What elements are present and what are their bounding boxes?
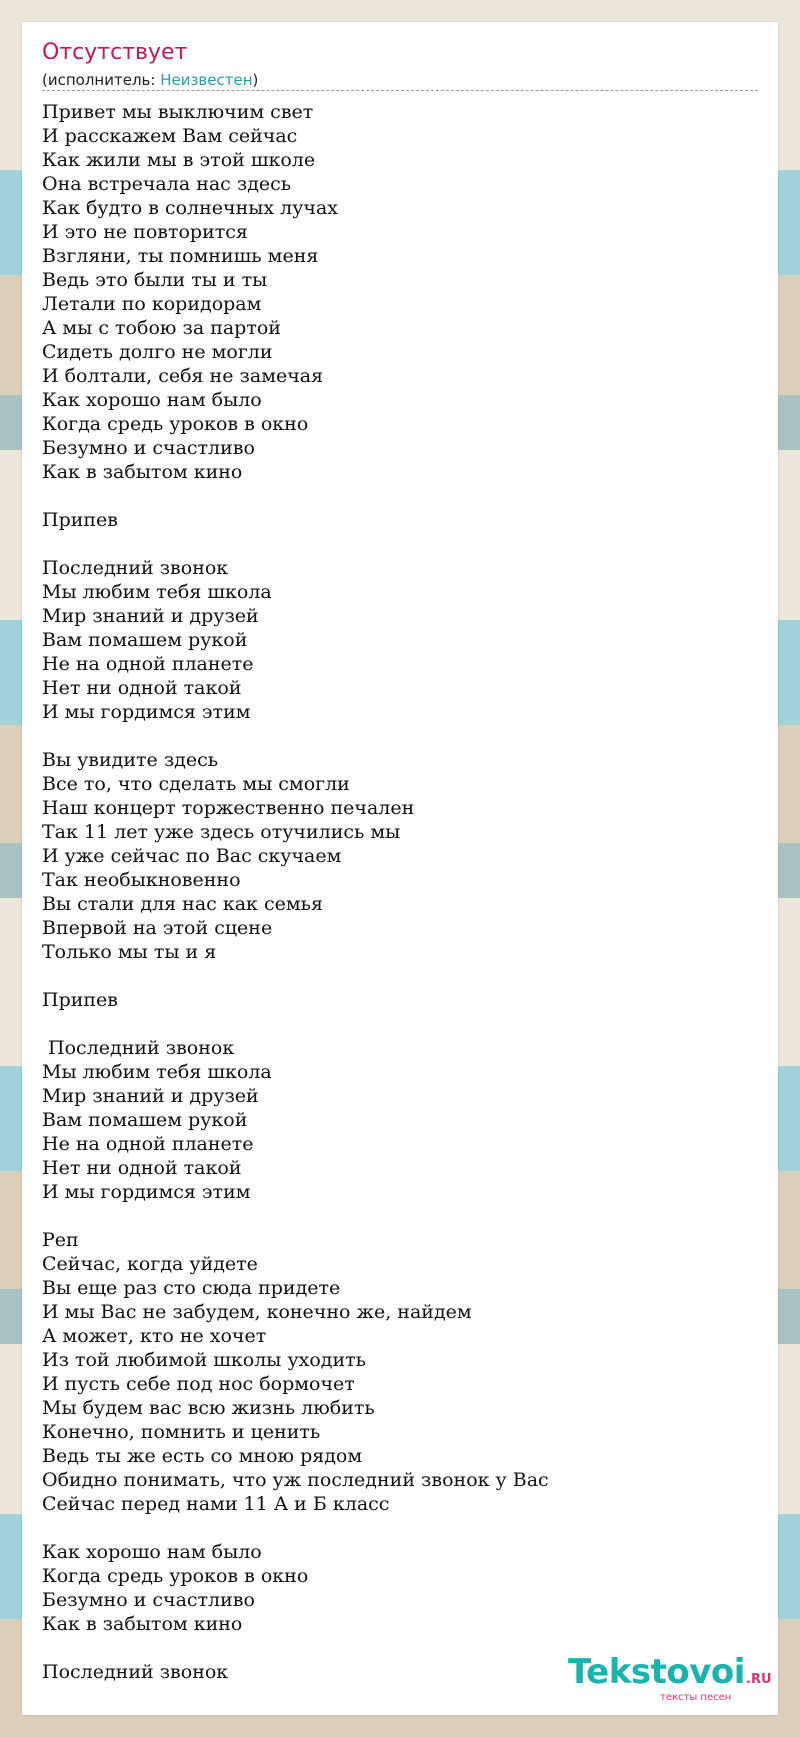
logo-tld: .RU bbox=[746, 1672, 772, 1687]
artist-link[interactable]: Неизвестен bbox=[160, 71, 253, 89]
lyrics-text: Привет мы выключим свет И расскажем Вам сейчас Как жили мы в этой школе Она встречала нас здесь Как будто в солнечных лучах И это не повторится Взгляни, ты помнишь меня Ведь это были ты и ты Летали по коридорам А мы с тобою за партой Сидеть долго не могли И болтали, себя не замечая Как хорошо нам было Когда средь уроков в окно Безумно и счастливо Как в забытом кино Припев Последний звонок Мы любим тебя школа Мир знаний и друзей Вам помашем рукой Не на одной планете Нет ни одной такой И мы гордимся этим Вы увидите здесь Все то, что сделать мы смогли Наш концерт торжественно печален Так 11 лет уже здесь отучились мы И уже сейчас по Вас скучаем Так необыкновенно Вы стали для нас как семья Впервой на этой сцене Только мы ты и я Припев Последний звонок Мы любим тебя школа Мир знаний и друзей Вам помашем рукой Не на одной планете Нет ни одной такой И мы гордимся этим Реп Сейчас, когда уйдете Вы еще раз сто сюда придете И мы Вас не забудем, конечно же, найдем А может, кто не хочет Из той любимой школы уходить И пусть себе под нос бормочет Мы будем вас всю жизнь любить Конечно, помнить и ценить Ведь ты же есть со мною рядом Обидно понимать, что уж последний звонок у Вас Сейчас перед нами 11 А и Б класс Как хорошо нам было Когда средь уроков в окно Безумно и счастливо Как в забытом кино Последний звонок bbox=[42, 101, 549, 1683]
performer-line bbox=[42, 71, 258, 89]
logo-wordmark: Tekstovoi bbox=[568, 1652, 745, 1692]
title-divider bbox=[42, 90, 758, 91]
logo-tagline: тексты песен bbox=[660, 1692, 732, 1703]
lyrics-card bbox=[22, 22, 778, 1715]
site-logo[interactable] bbox=[568, 1652, 772, 1708]
performer-prefix: (исполнитель: bbox=[42, 71, 161, 89]
performer-suffix: ) bbox=[252, 71, 259, 89]
song-title: Отсутствует bbox=[42, 40, 188, 65]
